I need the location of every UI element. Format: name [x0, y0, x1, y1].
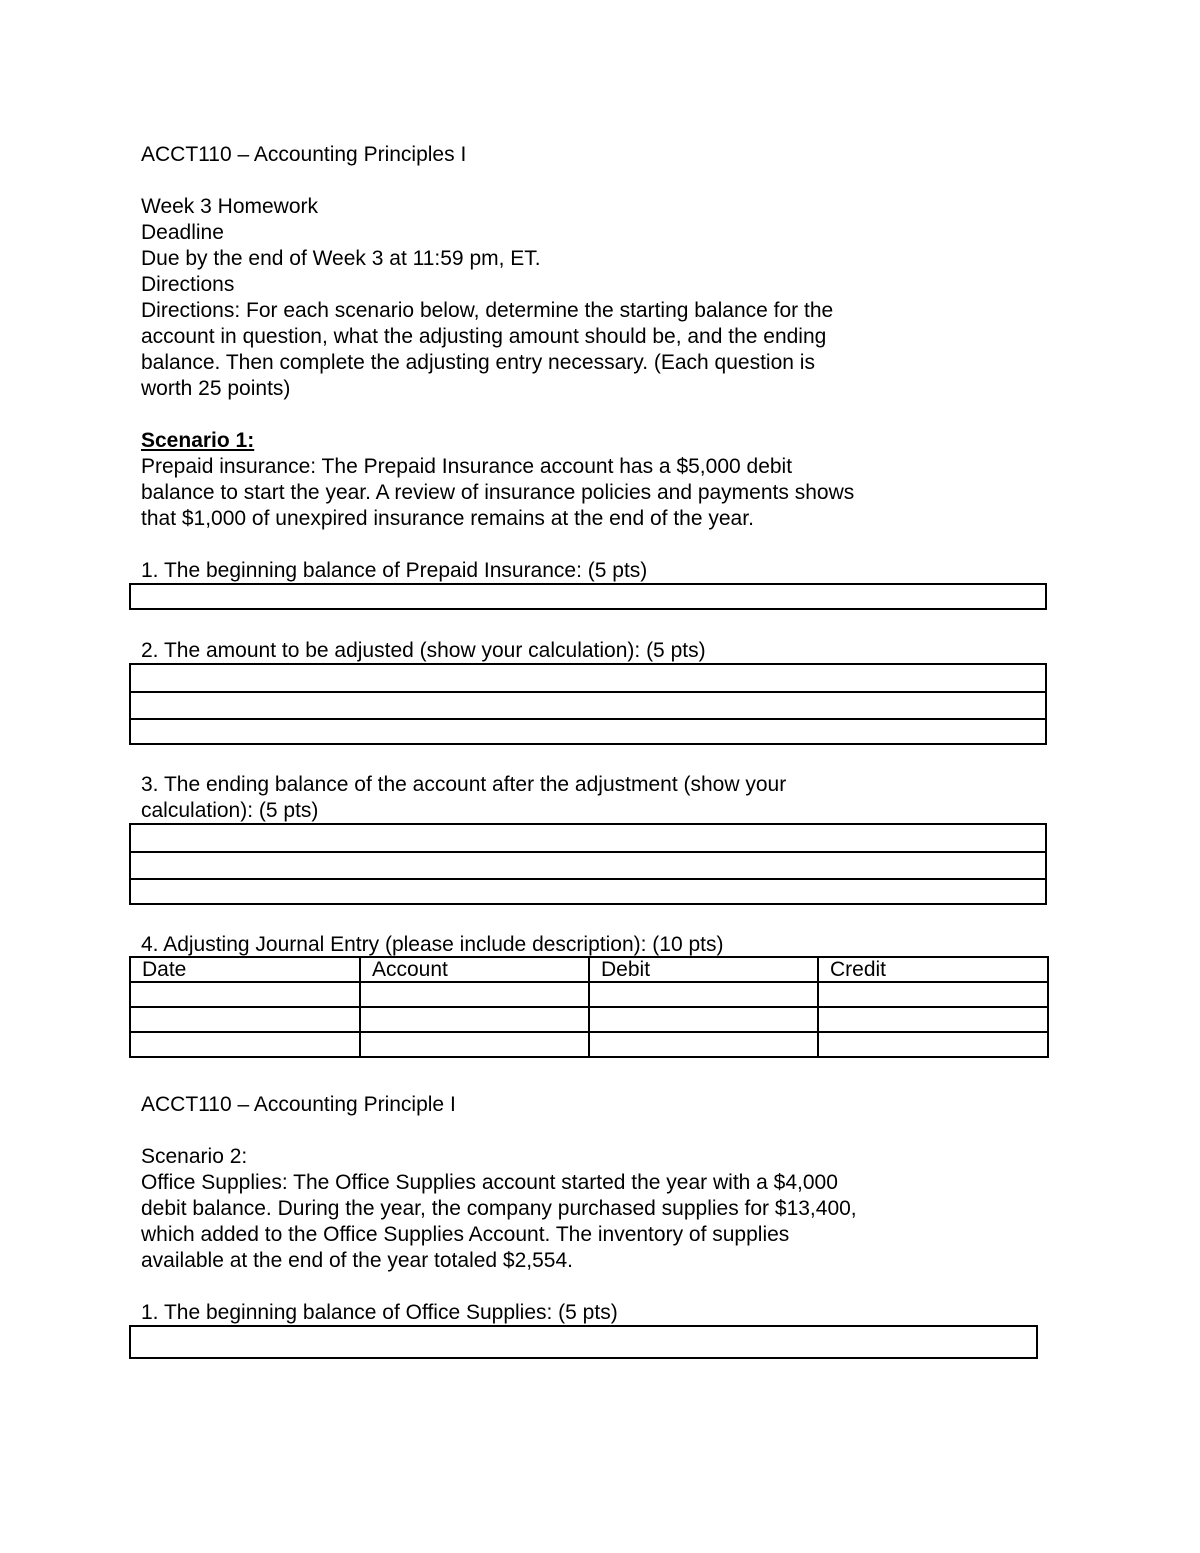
- directions-line: worth 25 points): [141, 377, 291, 400]
- scenario-2-question-1: 1. The beginning balance of Office Supplies: (5 pts): [141, 1301, 618, 1324]
- journal-row: [130, 1032, 1048, 1057]
- scenario-1-question-1: 1. The beginning balance of Prepaid Insurance: (5 pts): [141, 559, 648, 582]
- scenario-2-description: which added to the Office Supplies Account. The inventory of supplies: [141, 1223, 790, 1246]
- answer-box-s2-q1[interactable]: [129, 1325, 1038, 1359]
- journal-header-date: Date: [130, 957, 360, 982]
- scenario-1-description: that $1,000 of unexpired insurance remains at the end of the year.: [141, 507, 754, 530]
- journal-cell[interactable]: [130, 1007, 360, 1032]
- course-title: ACCT110 – Accounting Principles I: [141, 143, 467, 166]
- answer-row[interactable]: [131, 585, 1045, 608]
- journal-cell[interactable]: [589, 1032, 818, 1057]
- answer-row[interactable]: [131, 665, 1045, 691]
- deadline-text: Due by the end of Week 3 at 11:59 pm, ET.: [141, 247, 541, 270]
- deadline-heading: Deadline: [141, 221, 224, 244]
- directions-line: Directions: For each scenario below, determine the starting balance for the: [141, 299, 834, 322]
- scenario-1-description: Prepaid insurance: The Prepaid Insurance account has a $5,000 debit: [141, 455, 793, 478]
- scenario-2-heading: Scenario 2:: [141, 1145, 248, 1168]
- scenario-1-question-4: 4. Adjusting Journal Entry (please include description): (10 pts): [141, 933, 724, 956]
- directions-heading: Directions: [141, 273, 235, 296]
- scenario-2-description: Office Supplies: The Office Supplies account started the year with a $4,000: [141, 1171, 838, 1194]
- journal-cell[interactable]: [360, 1032, 589, 1057]
- journal-cell[interactable]: [818, 982, 1048, 1007]
- scenario-2-description: available at the end of the year totaled $2,554.: [141, 1249, 573, 1272]
- scenario-1-question-2: 2. The amount to be adjusted (show your calculation): (5 pts): [141, 639, 706, 662]
- scenario-1-heading: Scenario 1:: [141, 429, 255, 452]
- journal-cell[interactable]: [589, 982, 818, 1007]
- journal-header-account: Account: [360, 957, 589, 982]
- journal-row: [130, 1007, 1048, 1032]
- scenario-2-description: debit balance. During the year, the company purchased supplies for $13,400,: [141, 1197, 857, 1220]
- answer-row[interactable]: [131, 851, 1045, 878]
- journal-cell[interactable]: [589, 1007, 818, 1032]
- journal-cell[interactable]: [818, 1007, 1048, 1032]
- directions-line: account in question, what the adjusting amount should be, and the ending: [141, 325, 827, 348]
- scenario-1-question-3: calculation): (5 pts): [141, 799, 319, 822]
- journal-cell[interactable]: [360, 982, 589, 1007]
- answer-row[interactable]: [131, 825, 1045, 851]
- journal-header-credit: Credit: [818, 957, 1048, 982]
- journal-header-row: [130, 957, 1048, 982]
- assignment-title: Week 3 Homework: [141, 195, 319, 218]
- scenario-1-question-3: 3. The ending balance of the account after the adjustment (show your: [141, 773, 787, 796]
- journal-cell[interactable]: [818, 1032, 1048, 1057]
- directions-line: balance. Then complete the adjusting entry necessary. (Each question is: [141, 351, 815, 374]
- journal-entry-table: [129, 956, 1049, 1058]
- journal-cell[interactable]: [130, 1032, 360, 1057]
- scenario-1-description: balance to start the year. A review of insurance policies and payments shows: [141, 481, 855, 504]
- answer-row[interactable]: [131, 1327, 1036, 1357]
- answer-box-s1-q2[interactable]: [129, 663, 1047, 745]
- answer-row[interactable]: [131, 691, 1045, 718]
- journal-cell[interactable]: [360, 1007, 589, 1032]
- journal-header-debit: Debit: [589, 957, 818, 982]
- course-title-repeat: ACCT110 – Accounting Principle I: [141, 1093, 456, 1116]
- journal-row: [130, 982, 1048, 1007]
- answer-box-s1-q1[interactable]: [129, 583, 1047, 610]
- answer-row[interactable]: [131, 718, 1045, 743]
- journal-cell[interactable]: [130, 982, 360, 1007]
- answer-box-s1-q3[interactable]: [129, 823, 1047, 905]
- answer-row[interactable]: [131, 878, 1045, 903]
